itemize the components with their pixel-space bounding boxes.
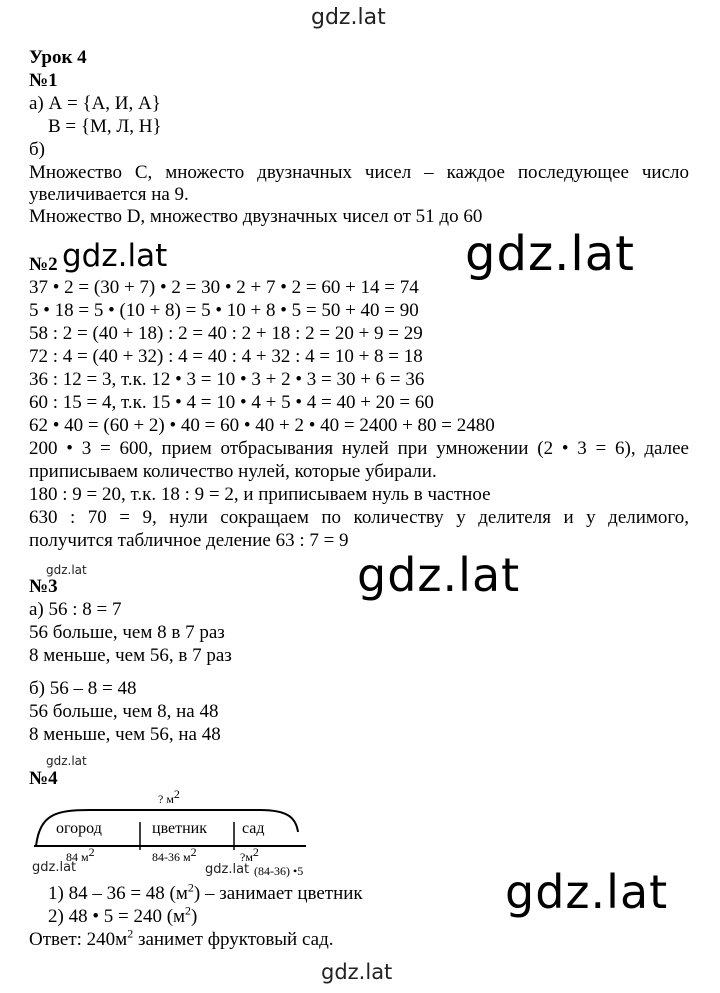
task1-d-line: Множество D, множество двузначных чисел от 51 до 60	[29, 206, 483, 227]
task2-line: 37 • 2 = (30 + 7) • 2 = 30 • 2 + 7 • 2 = 60 + 14 = 74	[29, 277, 419, 298]
diagram-value-orchard: $?м^2$	[240, 845, 259, 864]
task-number: №2	[29, 254, 58, 275]
watermark-small: gdz.lat	[205, 862, 250, 877]
task3-line: 8 меньше, чем 56, на 48	[29, 724, 221, 745]
watermark-small: gdz.lat	[46, 754, 87, 768]
task2-line: 180 : 9 = 20, т.к. 18 : 9 = 2, и приписываем нуль в частное	[29, 484, 491, 505]
watermark-small: gdz.lat	[46, 563, 87, 577]
diagram-value-flowerbed: 84-36 $м^2$	[152, 845, 197, 864]
diagram-segment-garden: огород	[56, 820, 102, 837]
task1-a-line2: В = {М, Л, Н}	[48, 116, 162, 137]
task2-line: 58 : 2 = (40 + 18) : 2 = 40 : 2 + 18 : 2 = 20 + 9 = 29	[29, 323, 423, 344]
task2-line: 630 : 70 = 9, нули сокращаем по количеству у делителя и у делимого,	[29, 507, 689, 528]
task2-line: 60 : 15 = 4, т.к. 15 • 4 = 10 • 4 + 5 • 4 = 40 + 20 = 60	[29, 392, 434, 413]
diagram-orchard-expression: (84-36) •5	[254, 864, 304, 878]
task3-line: 56 больше, чем 8 в 7 раз	[29, 622, 225, 643]
watermark-small: gdz.lat	[32, 860, 77, 875]
task2-line: 72 : 4 = (40 + 32) : 4 = 40 : 4 + 32 : 4 = 10 + 8 = 18	[29, 346, 423, 367]
task2-line: получится табличное деление 63 : 7 = 9	[29, 530, 349, 551]
task3-line: 8 меньше, чем 56, в 7 раз	[29, 645, 232, 666]
task3-line: б) 56 – 8 = 48	[29, 678, 137, 699]
watermark-bottom: gdz.lat	[321, 960, 393, 984]
task2-line: 36 : 12 = 3, т.к. 12 • 3 = 10 • 3 + 2 • 3 = 30 + 6 = 36	[29, 369, 425, 390]
diagram-segment-orchard: сад	[242, 820, 265, 837]
lesson-title: Урок 4	[29, 47, 87, 68]
task4-step1: 1) 84 – 36 = 48 $(м^2)$ – занимает цветник	[48, 880, 363, 904]
task1-c-line2: увеличивается на 9.	[29, 184, 189, 205]
watermark-large: gdz.lat	[505, 865, 669, 919]
task2-line: 200 • 3 = 600, прием отбрасывания нулей при умножении (2 • 3 = 6), далее	[29, 438, 689, 459]
task1-a-line1: а) А = {А, И, А}	[29, 93, 161, 114]
watermark-top: gdz.lat	[311, 5, 386, 30]
diagram-value-garden: 84 $м^2$	[66, 845, 95, 864]
task2-line: приписываем количество нулей, которые убирали.	[29, 461, 437, 482]
task3-line: 56 больше, чем 8, на 48	[29, 701, 219, 722]
task2-line: 5 • 18 = 5 • (10 + 8) = 5 • 10 + 8 • 5 = 50 + 40 = 90	[29, 300, 419, 321]
watermark-medium: gdz.lat	[62, 238, 168, 274]
task1-b-label: б)	[29, 139, 45, 160]
task-number: №1	[29, 70, 58, 91]
task4-step2: 2) 48 • 5 = 240 $(м^2)$	[48, 903, 198, 927]
task-number: №4	[29, 768, 58, 789]
watermark-large: gdz.lat	[465, 226, 635, 282]
diagram-segment-flowerbed: цветник	[152, 820, 208, 837]
watermark-large: gdz.lat	[357, 548, 521, 602]
diagram-total-label: ? $м^2$	[158, 787, 180, 806]
task1-c-line1: Множество С, множесто двузначных чисел – каждое последующее число	[29, 162, 689, 183]
task2-line: 62 • 40 = (60 + 2) • 40 = 60 • 40 + 2 • 40 = 2400 + 80 = 2480	[29, 415, 495, 436]
task3-line: а) 56 : 8 = 7	[29, 599, 122, 620]
task4-answer: Ответ: $240м^2$ занимет фруктовый сад.	[29, 926, 334, 950]
task-number: №3	[29, 576, 58, 597]
segment-diagram	[30, 788, 310, 878]
